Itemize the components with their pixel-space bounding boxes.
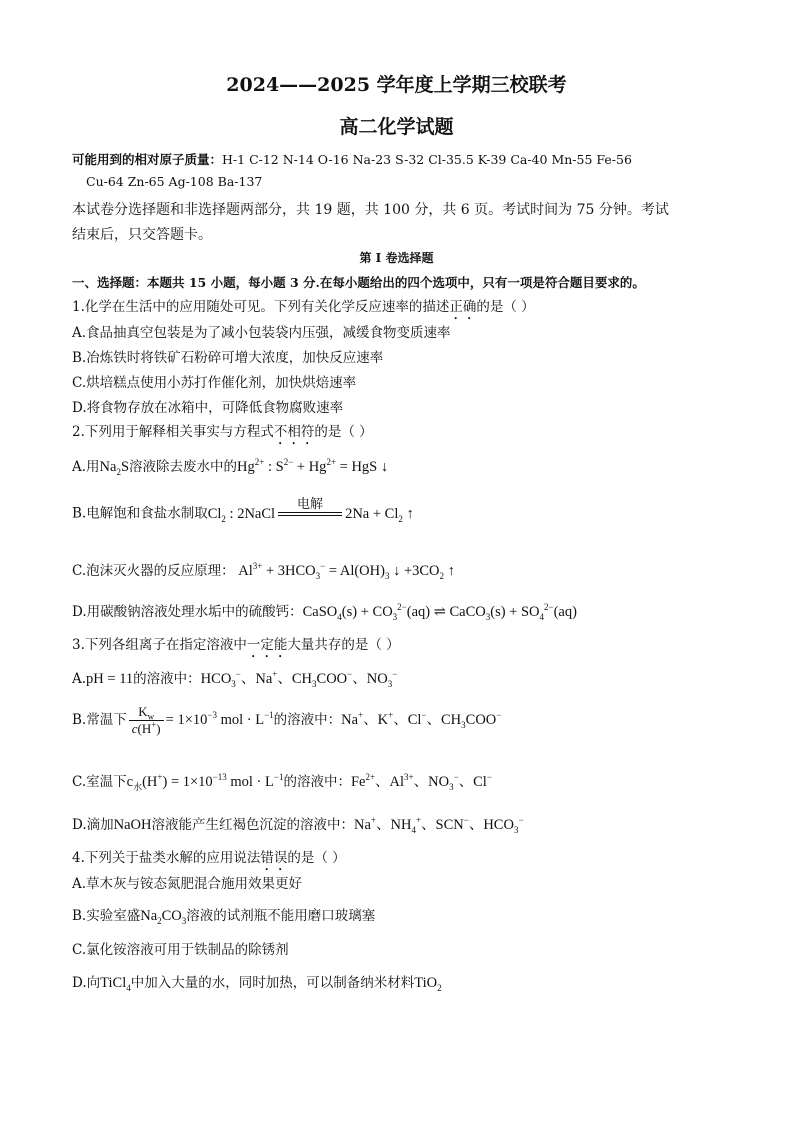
atomic-masses-values: H-1 C-12 N-14 O-16 Na-23 S-32 Cl-35.5 K-39 Ca-40 Mn-55 Fe-56	[222, 152, 632, 167]
q2c-text: C.泡沫灭火器的反应原理：	[72, 563, 235, 579]
q2-option-c: C.泡沫灭火器的反应原理： $Al^{3+} + 3HCO_3^- = Al(OH)_3$ ↓ $+3CO_2$ ↑	[72, 561, 455, 581]
q3-emphasis: 一定能	[246, 637, 288, 653]
q4-emphasis: 错误	[260, 850, 288, 866]
q2a-text: A.用	[72, 459, 100, 475]
q2a-text2: 溶液除去废水中的	[129, 459, 238, 475]
q3a-text2: 的溶液中：	[133, 671, 201, 687]
q3c-text2: 的溶液中：	[283, 774, 351, 790]
q3b-text2: 的溶液中：	[273, 712, 342, 728]
q4-option-a: A.草木灰与铵态氮肥混合施用效果更好	[72, 876, 303, 892]
q1-stem-text: 1.化学在生活中的应用随处可见。下列有关化学反应速率的描述	[72, 299, 450, 315]
q2-emphasis: 不相符	[273, 424, 315, 440]
exam-title: 2024——2025 学年度上学期三校联考	[226, 74, 567, 96]
q4b-text2: 溶液的试剂瓶不能用磨口玻璃塞	[186, 908, 376, 924]
q3-option-d: D.滴加NaOH溶液能产生红褐色沉淀的溶液中：Na+、$NH_4^+$、SCN−、$HCO_3^-$	[72, 815, 524, 835]
q2-option-d: D.用碳酸钠溶液处理水垢中的硫酸钙：CaSO$_4$(s) + $CO_3^{2-}(aq)$ ⇌ CaCO$_3$(s) + $SO_4^{2-}(aq)$	[72, 602, 577, 622]
q1-stem-end: 的是（ ）	[476, 299, 535, 315]
question-2-stem	[72, 420, 373, 448]
atomic-masses-label: 可能用到的相对原子质量：	[72, 152, 223, 167]
q4-stem-end: 的是（ ）	[287, 850, 346, 866]
atomic-masses-line1	[72, 150, 632, 168]
kw-fraction: $\frac{K_w}{c(H^+)}$	[129, 704, 164, 737]
q4-option-b: B.实验室盛$Na_2CO_3$溶液的试剂瓶不能用磨口玻璃塞	[72, 908, 376, 926]
section-title: 第 I 卷选择题	[359, 251, 434, 265]
q1-option-b: B.冶炼铁时将铁矿石粉碎可增大浓度，加快反应速率	[72, 350, 384, 366]
question-4-stem	[72, 846, 346, 874]
q3-option-a: A.pH = 11的溶液中：$HCO_3^-$、Na+、$CH_3COO^-$、$NO_3^-$	[72, 669, 398, 689]
q3-option-b: B.常温下 $\frac{K_w}{c(H^+)}$ = $1\times 10^{-3}$ mol · $L^{-1}$的溶液中：Na+、K+、Cl−、$CH_3COO^-$	[72, 704, 502, 736]
q1-emphasis: 正确	[449, 299, 477, 315]
q4d-text2: 中加入大量的水，同时加热，可以制备纳米材料	[130, 975, 415, 991]
q3-stem-end: 大量共存的是（ ）	[287, 637, 400, 653]
part-one-instructions: 一、选择题：本题共 15 小题，每小题 3 分.在每小题给出的四个选项中，只有一项是符合题目要求的。	[72, 275, 645, 290]
question-3-stem	[72, 633, 400, 661]
q3-option-c: C.室温下$c_水(H^+) = 1\times 10^{-13}$ mol · $L^{-1}$的溶液中：$Fe^{2+}$、$Al^{3+}$、$NO_3^-$、Cl−	[72, 772, 492, 792]
exam-subtitle: 高二化学试题	[339, 116, 454, 138]
intro-line2: 结束后，只交答题卡。	[72, 227, 212, 243]
q3d-text2: 溶液能产生红褐色沉淀的溶液中：	[151, 817, 354, 833]
q4b-text: B.实验室盛	[72, 908, 141, 924]
q4-option-c: C.氯化铵溶液可用于铁制品的除锈剂	[72, 942, 289, 958]
q3a-text: A.	[72, 671, 87, 687]
q1-option-a: A.食品抽真空包装是为了减小包装袋内压强，减缓食物变质速率	[72, 325, 451, 341]
q4-stem-text: 4.下列关于盐类水解的应用说法	[72, 850, 261, 866]
q3c-text: C.室温下	[72, 774, 127, 790]
q4-option-d: D.向TiCl$_4$中加入大量的水，同时加热，可以制备纳米材料TiO$_2$	[72, 975, 442, 993]
electrolysis-label: 电解	[297, 497, 324, 512]
q3b-text: B.常温下	[72, 712, 127, 728]
q1-option-c: C.烘培糕点使用小苏打作催化剂，加快烘焙速率	[72, 375, 357, 391]
q2-stem-end: 的是（ ）	[314, 424, 373, 440]
q4d-text: D.向	[72, 975, 101, 991]
q2-option-b: B.电解饱和食盐水制取$Cl_2$ : 2NaCl 电解 $2Na + Cl_2$ ↑	[72, 497, 414, 531]
q1-option-d: D.将食物存放在冰箱中，可降低食物腐败速率	[72, 400, 344, 416]
q2d-text: D.用碳酸钠溶液处理水垢中的硫酸钙：	[72, 604, 303, 620]
electrolysis-condition	[278, 497, 342, 531]
question-1-stem	[72, 295, 535, 323]
q2-stem-text: 2.下列用于解释相关事实与方程式	[72, 424, 274, 440]
intro-line1: 本试卷分选择题和非选择题两部分，共 19 题，共 100 分，共 6 页。考试时间为 75 分钟。考试	[72, 202, 669, 218]
q2-option-a: A.用$Na_2S$溶液除去废水中的$Hg^{2+}$ : $S^{2-} + Hg^{2+}$ = HgS ↓	[72, 457, 389, 477]
q2b-text: B.电解饱和食盐水制取	[72, 505, 208, 522]
atomic-masses-line2: Cu-64 Zn-65 Ag-108 Ba-137	[86, 174, 263, 189]
q3-stem-text: 3.下列各组离子在指定溶液中	[72, 637, 247, 653]
q3d-text: D.滴加	[72, 817, 114, 833]
